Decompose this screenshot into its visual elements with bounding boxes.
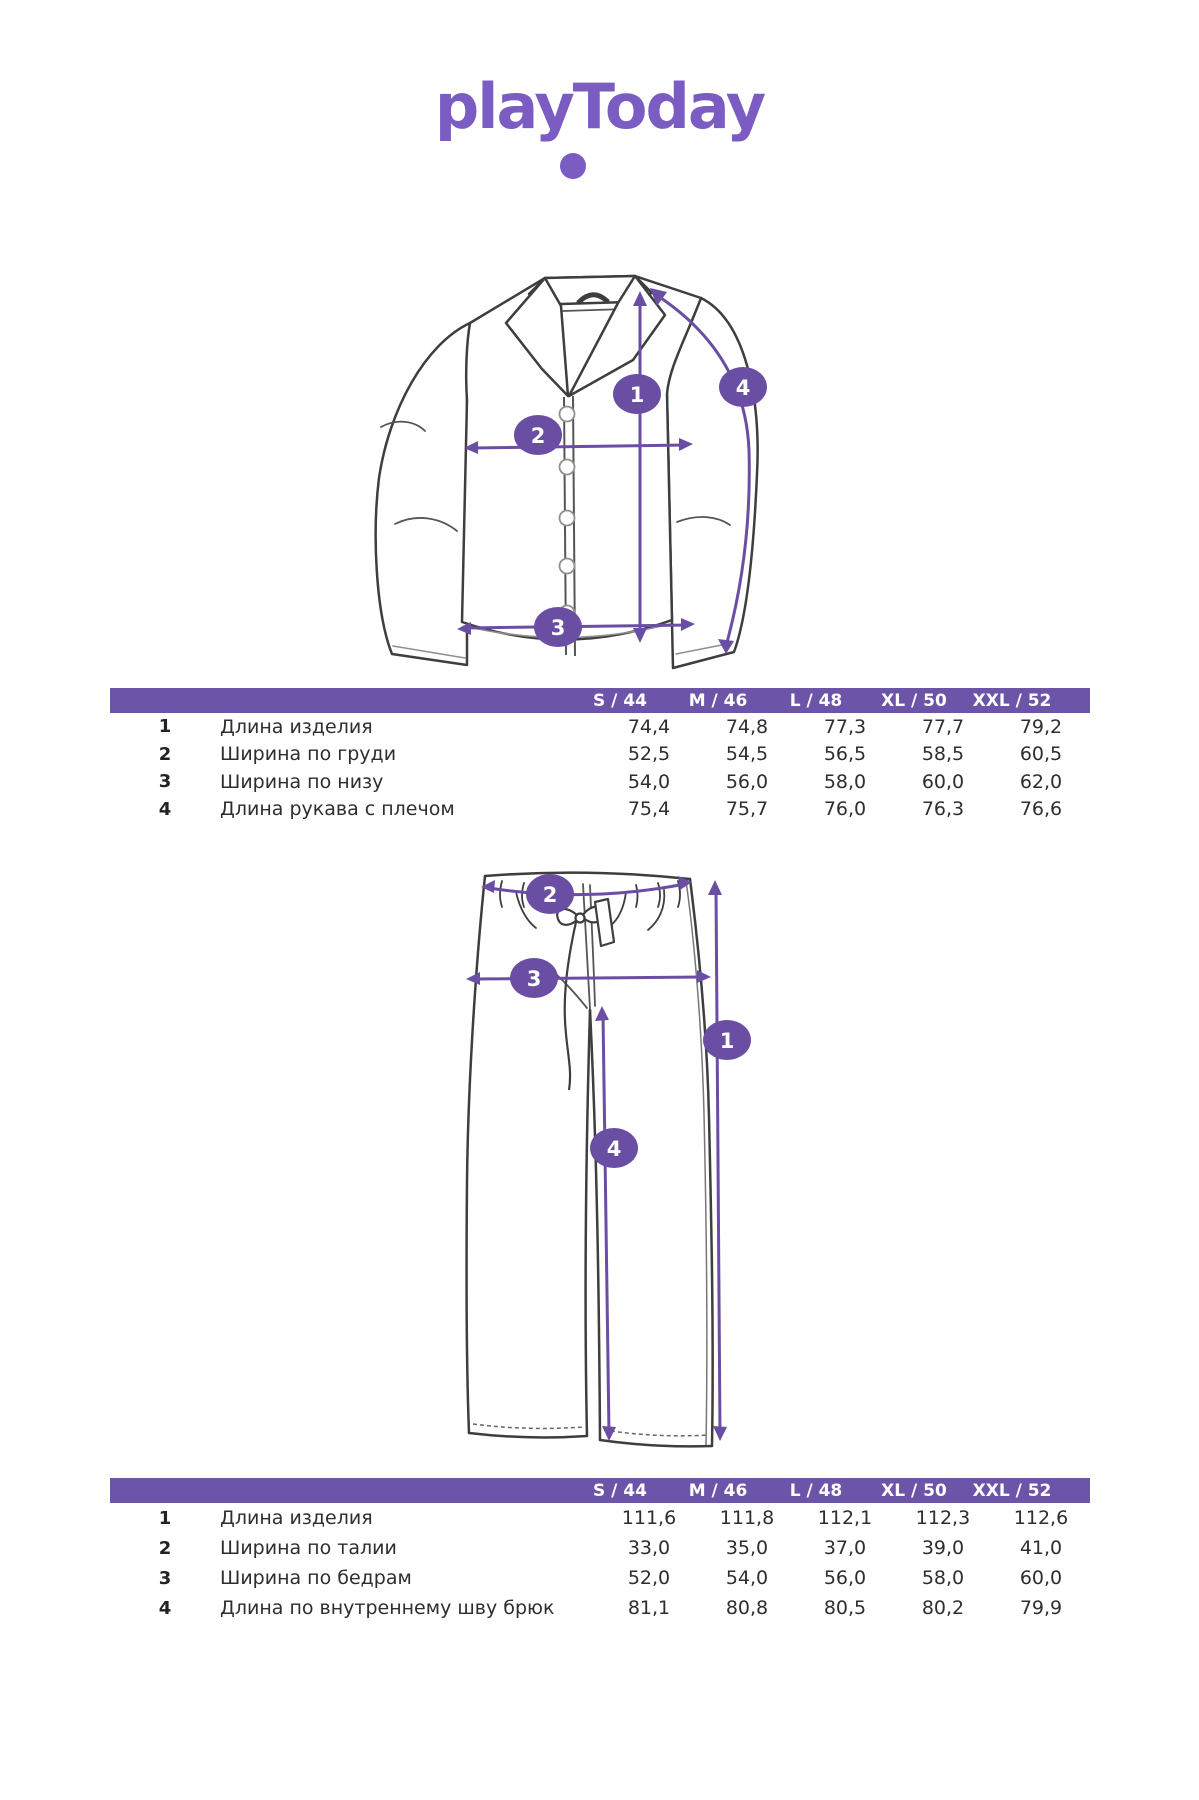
pants-fly-seam	[583, 884, 595, 1009]
table-row	[110, 713, 1090, 741]
size-column-header: XL / 50	[881, 690, 947, 711]
table-row	[110, 741, 1090, 769]
pants-right-hem	[600, 1440, 712, 1446]
cell-value: 79,9	[1019, 1597, 1063, 1619]
table-row	[110, 1533, 1090, 1563]
pants-measurement-arrows	[466, 874, 751, 1441]
cell-value: 60,0	[921, 770, 965, 793]
jacket-measurement-diagram	[345, 222, 785, 677]
svg-text:3: 3	[526, 967, 542, 991]
cell-value: 58,0	[921, 1567, 965, 1589]
pants-measurement-diagram	[430, 862, 770, 1462]
cell-value: 74,4	[627, 715, 671, 738]
cell-value: 54,0	[725, 1567, 769, 1589]
jacket-badge-2	[514, 415, 562, 455]
jacket-body	[462, 276, 701, 640]
svg-text:1: 1	[629, 383, 645, 407]
row-label: Ширина по низу	[220, 770, 384, 793]
pants-left-hem-stitch	[473, 1424, 583, 1428]
size-column-header: XL / 50	[881, 1480, 947, 1501]
jacket-right-sleeve	[667, 298, 758, 668]
row-label: Ширина по бедрам	[220, 1567, 412, 1589]
row-number: 3	[158, 1567, 172, 1589]
cell-value: 80,8	[725, 1597, 769, 1619]
cell-value: 62,0	[1019, 770, 1063, 793]
cell-value: 79,2	[1019, 715, 1063, 738]
pants-size-table	[110, 1478, 1090, 1623]
cell-value: 52,5	[627, 743, 671, 766]
row-label: Длина рукава с плечом	[220, 798, 455, 821]
pants-arrow-length	[716, 888, 720, 1433]
jacket-badge-1	[613, 374, 661, 414]
pants-left-inner	[586, 1010, 590, 1436]
cell-value: 54,0	[627, 770, 671, 793]
table-row	[110, 1503, 1090, 1533]
row-label: Длина по внутреннему шву брюк	[220, 1597, 555, 1619]
table-row	[110, 768, 1090, 796]
cell-value: 33,0	[627, 1537, 671, 1559]
cell-value: 37,0	[823, 1537, 867, 1559]
cell-value: 77,7	[921, 715, 965, 738]
svg-text:1: 1	[719, 1029, 735, 1053]
cell-value: 75,4	[627, 798, 671, 821]
pants-badge-3	[510, 958, 558, 998]
cell-value: 60,5	[1019, 743, 1063, 766]
table-row	[110, 1563, 1090, 1593]
row-number: 2	[158, 1537, 172, 1559]
cell-value: 41,0	[1019, 1537, 1063, 1559]
cell-value: 112,3	[915, 1507, 971, 1529]
cell-value: 35,0	[725, 1537, 769, 1559]
pants-arrow-inseam	[603, 1014, 609, 1433]
jacket-size-table	[110, 688, 1090, 823]
svg-text:2: 2	[542, 883, 558, 907]
jacket-size-table-header	[110, 688, 1090, 713]
row-label: Длина изделия	[220, 1507, 373, 1529]
cell-value: 81,1	[627, 1597, 671, 1619]
size-column-header: S / 44	[593, 1480, 647, 1501]
table-row	[110, 1593, 1090, 1623]
cell-value: 80,5	[823, 1597, 867, 1619]
cell-value: 56,0	[725, 770, 769, 793]
size-column-header: XXL / 52	[972, 1480, 1052, 1501]
jacket-badge-3	[534, 607, 582, 647]
cell-value: 54,5	[725, 743, 769, 766]
size-column-header: L / 48	[789, 690, 843, 711]
cell-value: 58,5	[921, 743, 965, 766]
cell-value: 77,3	[823, 715, 867, 738]
cell-value: 76,0	[823, 798, 867, 821]
cell-value: 111,8	[719, 1507, 775, 1529]
row-label: Ширина по талии	[220, 1537, 397, 1559]
cell-value: 112,1	[817, 1507, 873, 1529]
pants-left-hem	[469, 1433, 587, 1437]
cell-value: 76,3	[921, 798, 965, 821]
jacket-left-sleeve	[376, 323, 470, 665]
pants-sketch	[467, 873, 713, 1447]
cell-value: 60,0	[1019, 1567, 1063, 1589]
row-number: 3	[158, 771, 172, 793]
pants-right-inner	[590, 1010, 600, 1440]
svg-text:3: 3	[550, 616, 566, 640]
cell-value: 112,6	[1013, 1507, 1069, 1529]
cell-value: 52,0	[627, 1567, 671, 1589]
row-number: 1	[158, 1507, 172, 1529]
row-label: Длина изделия	[220, 715, 373, 738]
cell-value: 80,2	[921, 1597, 965, 1619]
pants-arrow-waist	[489, 884, 685, 895]
brand-logo-text: playToday	[434, 70, 765, 143]
cell-value: 56,5	[823, 743, 867, 766]
row-label: Ширина по груди	[220, 743, 397, 766]
pants-badge-2	[526, 874, 574, 914]
svg-text:4: 4	[735, 376, 751, 400]
pants-right-outer	[690, 879, 713, 1446]
row-number: 2	[158, 743, 172, 765]
brand-logo-dot-icon	[560, 153, 586, 179]
cell-value: 75,7	[725, 798, 769, 821]
cell-value: 39,0	[921, 1537, 965, 1559]
pants-badge-1	[703, 1020, 751, 1060]
pants-right-hem-stitch	[604, 1430, 708, 1436]
size-column-header: M / 46	[688, 1480, 748, 1501]
size-column-header: XXL / 52	[972, 690, 1052, 711]
table-row	[110, 796, 1090, 824]
cell-value: 76,6	[1019, 798, 1063, 821]
cell-value: 74,8	[725, 715, 769, 738]
cell-value: 111,6	[621, 1507, 677, 1529]
brand-logo	[0, 70, 1199, 143]
pants-badge-4	[590, 1128, 638, 1168]
svg-text:4: 4	[606, 1137, 622, 1161]
row-number: 4	[158, 798, 172, 820]
size-column-header: M / 46	[688, 690, 748, 711]
jacket-badge-4	[719, 367, 767, 407]
pants-arrow-hip	[473, 977, 704, 979]
size-column-header: L / 48	[789, 1480, 843, 1501]
pants-waist-top	[485, 873, 690, 879]
row-number: 1	[158, 716, 172, 738]
row-number: 4	[158, 1597, 172, 1619]
pants-size-table-header	[110, 1478, 1090, 1503]
size-column-header: S / 44	[593, 690, 647, 711]
pants-left-outer	[467, 876, 485, 1433]
cell-value: 58,0	[823, 770, 867, 793]
cell-value: 56,0	[823, 1567, 867, 1589]
svg-text:2: 2	[530, 424, 546, 448]
pants-right-side-seam	[686, 881, 707, 1445]
